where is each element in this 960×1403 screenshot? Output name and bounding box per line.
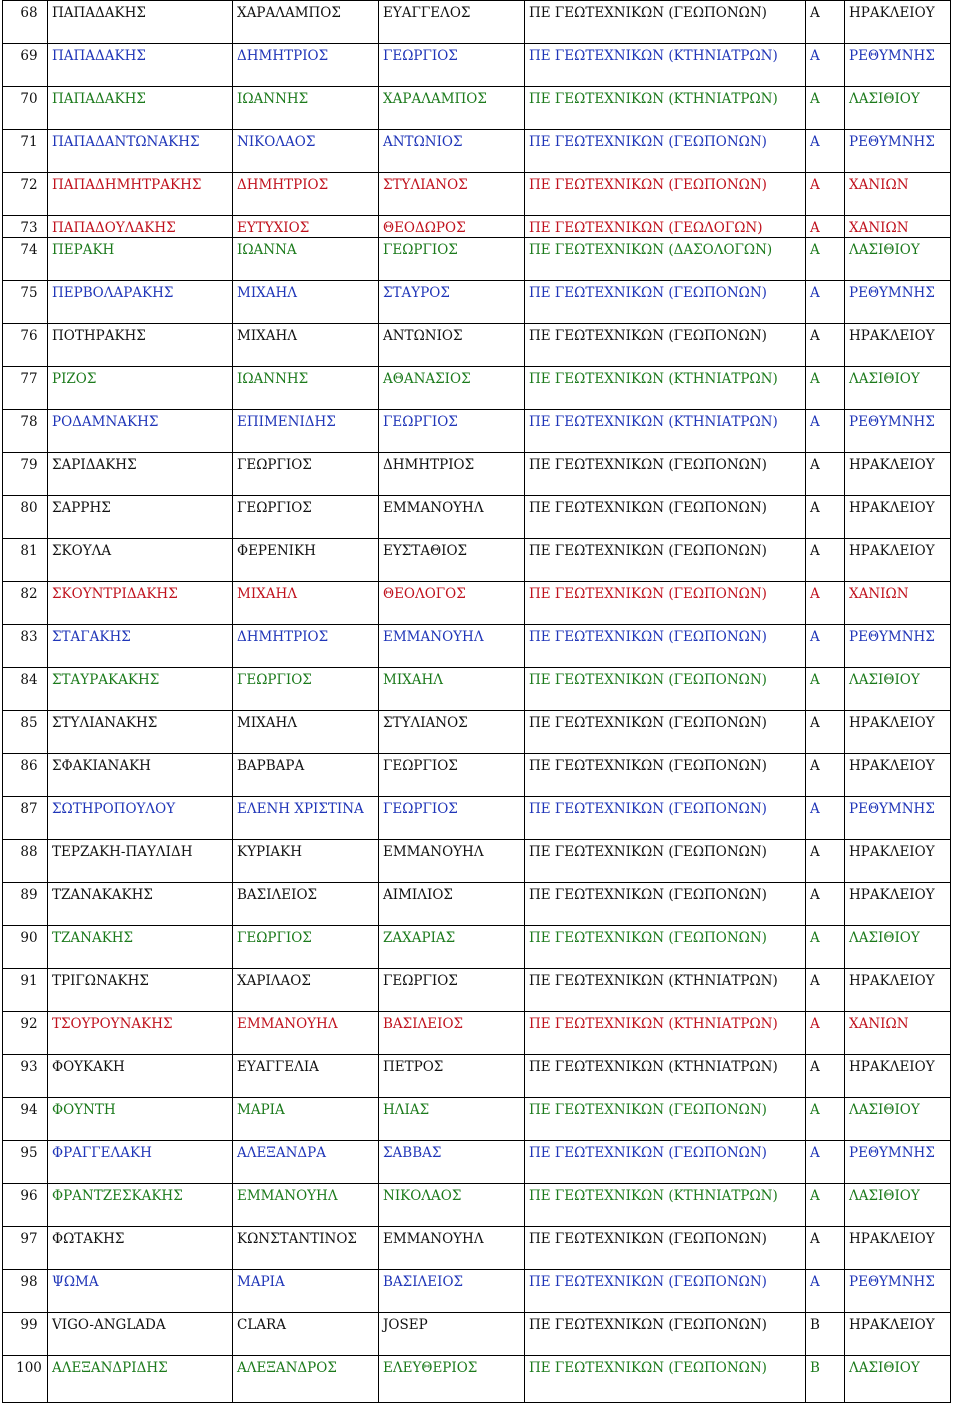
row-number-cell — [3, 539, 48, 582]
table-row — [3, 238, 951, 281]
row-number-cell — [3, 281, 48, 324]
first-name-cell: ΓΕΩΡΓΙΟΣ — [233, 496, 379, 539]
table-row — [3, 969, 951, 1012]
region-cell: ΗΡΑΚΛΕΙΟΥ — [845, 840, 951, 883]
surname-cell: ΠΑΠΑΔΗΜΗΤΡΑΚΗΣ — [48, 173, 233, 216]
row-number: 79 — [20, 457, 38, 473]
surname-cell: ΦΟΥΝΤΗ — [48, 1098, 233, 1141]
row-number-cell — [3, 582, 48, 625]
region-cell: ΛΑΣΙΘΙΟΥ — [845, 1356, 951, 1403]
row-number-cell — [3, 238, 48, 281]
row-number-cell — [3, 754, 48, 797]
row-number-cell — [3, 1227, 48, 1270]
first-name-cell: ΜΑΡΙΑ — [233, 1098, 379, 1141]
table-row — [3, 840, 951, 883]
specialty-cell: ΠΕ ΓΕΩΤΕΧΝΙΚΩΝ (ΔΑΣΟΛΟΓΩΝ) — [525, 238, 806, 281]
row-number: 85 — [20, 715, 38, 731]
table-row — [3, 410, 951, 453]
table-row — [3, 130, 951, 173]
table-row — [3, 1098, 951, 1141]
specialty-cell: ΠΕ ΓΕΩΤΕΧΝΙΚΩΝ (ΓΕΩΠΟΝΩΝ) — [525, 668, 806, 711]
surname-cell: ΠΟΤΗΡΑΚΗΣ — [48, 324, 233, 367]
row-number-cell — [3, 1055, 48, 1098]
row-number: 78 — [20, 414, 38, 430]
table-row — [3, 496, 951, 539]
category-cell: Α — [806, 797, 845, 840]
category-cell: Α — [806, 1098, 845, 1141]
region-cell: ΡΕΘΥΜΝΗΣ — [845, 410, 951, 453]
results-table — [2, 0, 951, 1403]
father-name-cell: ΓΕΩΡΓΙΟΣ — [379, 754, 525, 797]
surname-cell: ΡΙΖΟΣ — [48, 367, 233, 410]
table-row — [3, 797, 951, 840]
father-name-cell: ΣΑΒΒΑΣ — [379, 1141, 525, 1184]
category-cell: Α — [806, 1012, 845, 1055]
father-name-cell: ΕΜΜΑΝΟΥΗΛ — [379, 840, 525, 883]
row-number-cell — [3, 87, 48, 130]
row-number: 83 — [20, 629, 38, 645]
father-name-cell: ΕΛΕΥΘΕΡΙΟΣ — [379, 1356, 525, 1403]
specialty-cell: ΠΕ ΓΕΩΤΕΧΝΙΚΩΝ (ΚΤΗΝΙΑΤΡΩΝ) — [525, 1184, 806, 1227]
father-name-cell: ΘΕΟΛΟΓΟΣ — [379, 582, 525, 625]
region-cell: ΧΑΝΙΩΝ — [845, 216, 951, 238]
first-name-cell: ΧΑΡΑΛΑΜΠΟΣ — [233, 1, 379, 44]
region-cell: ΧΑΝΙΩΝ — [845, 1012, 951, 1055]
row-number-cell — [3, 1270, 48, 1313]
row-number: 96 — [20, 1188, 38, 1204]
first-name-cell: ΑΛΕΞΑΝΔΡΑ — [233, 1141, 379, 1184]
category-cell: Α — [806, 496, 845, 539]
surname-cell: ΨΩΜΑ — [48, 1270, 233, 1313]
row-number-cell — [3, 453, 48, 496]
row-number: 68 — [20, 5, 38, 21]
row-number: 75 — [20, 285, 38, 301]
specialty-cell: ΠΕ ΓΕΩΤΕΧΝΙΚΩΝ (ΓΕΩΠΟΝΩΝ) — [525, 130, 806, 173]
region-cell: ΛΑΣΙΘΙΟΥ — [845, 367, 951, 410]
category-cell: Α — [806, 883, 845, 926]
region-cell: ΛΑΣΙΘΙΟΥ — [845, 1184, 951, 1227]
region-cell: ΗΡΑΚΛΕΙΟΥ — [845, 539, 951, 582]
region-cell: ΛΑΣΙΘΙΟΥ — [845, 668, 951, 711]
surname-cell: ΣΤΑΥΡΑΚΑΚΗΣ — [48, 668, 233, 711]
region-cell: ΡΕΘΥΜΝΗΣ — [845, 281, 951, 324]
row-number-cell — [3, 1184, 48, 1227]
table-row — [3, 1356, 951, 1403]
table-row — [3, 539, 951, 582]
first-name-cell: ΓΕΩΡΓΙΟΣ — [233, 668, 379, 711]
father-name-cell: ΝΙΚΟΛΑΟΣ — [379, 1184, 525, 1227]
region-cell: ΗΡΑΚΛΕΙΟΥ — [845, 1313, 951, 1356]
category-cell: Α — [806, 840, 845, 883]
surname-cell: ΠΕΡΒΟΛΑΡΑΚΗΣ — [48, 281, 233, 324]
father-name-cell: ΓΕΩΡΓΙΟΣ — [379, 410, 525, 453]
table-row — [3, 926, 951, 969]
specialty-cell: ΠΕ ΓΕΩΤΕΧΝΙΚΩΝ (ΚΤΗΝΙΑΤΡΩΝ) — [525, 87, 806, 130]
row-number: 87 — [20, 801, 38, 817]
first-name-cell: ΚΥΡΙΑΚΗ — [233, 840, 379, 883]
first-name-cell: ΧΑΡΙΛΑΟΣ — [233, 969, 379, 1012]
table-row — [3, 1012, 951, 1055]
row-number: 99 — [20, 1317, 38, 1333]
specialty-cell: ΠΕ ΓΕΩΤΕΧΝΙΚΩΝ (ΓΕΩΠΟΝΩΝ) — [525, 926, 806, 969]
category-cell: Α — [806, 754, 845, 797]
father-name-cell: ΒΑΣΙΛΕΙΟΣ — [379, 1012, 525, 1055]
row-number: 74 — [20, 242, 38, 258]
row-number: 70 — [20, 91, 38, 107]
specialty-cell: ΠΕ ΓΕΩΤΕΧΝΙΚΩΝ (ΚΤΗΝΙΑΤΡΩΝ) — [525, 1055, 806, 1098]
father-name-cell: ΔΗΜΗΤΡΙΟΣ — [379, 453, 525, 496]
row-number-cell — [3, 625, 48, 668]
table-row — [3, 668, 951, 711]
category-cell: Α — [806, 44, 845, 87]
father-name-cell: ΕΥΣΤΑΘΙΟΣ — [379, 539, 525, 582]
surname-cell: ΠΑΠΑΔΑΝΤΩΝΑΚΗΣ — [48, 130, 233, 173]
row-number-cell — [3, 1313, 48, 1356]
row-number: 100 — [16, 1360, 42, 1376]
first-name-cell: ΚΩΝΣΤΑΝΤΙΝΟΣ — [233, 1227, 379, 1270]
father-name-cell: ΘΕΟΔΩΡΟΣ — [379, 216, 525, 238]
specialty-cell: ΠΕ ΓΕΩΤΕΧΝΙΚΩΝ (ΓΕΩΠΟΝΩΝ) — [525, 582, 806, 625]
first-name-cell: ΕΛΕΝΗ ΧΡΙΣΤΙΝΑ — [233, 797, 379, 840]
region-cell: ΡΕΘΥΜΝΗΣ — [845, 130, 951, 173]
category-cell: Α — [806, 625, 845, 668]
table-row — [3, 883, 951, 926]
category-cell: Α — [806, 1, 845, 44]
first-name-cell: ΜΑΡΙΑ — [233, 1270, 379, 1313]
specialty-cell: ΠΕ ΓΕΩΤΕΧΝΙΚΩΝ (ΚΤΗΝΙΑΤΡΩΝ) — [525, 969, 806, 1012]
row-number-cell — [3, 410, 48, 453]
surname-cell: ΣΑΡΡΗΣ — [48, 496, 233, 539]
region-cell: ΗΡΑΚΛΕΙΟΥ — [845, 754, 951, 797]
row-number: 81 — [20, 543, 38, 559]
row-number-cell — [3, 883, 48, 926]
region-cell: ΧΑΝΙΩΝ — [845, 582, 951, 625]
row-number: 80 — [20, 500, 38, 516]
specialty-cell: ΠΕ ΓΕΩΤΕΧΝΙΚΩΝ (ΓΕΩΠΟΝΩΝ) — [525, 496, 806, 539]
row-number-cell — [3, 216, 48, 238]
row-number-cell — [3, 1141, 48, 1184]
category-cell: Α — [806, 1270, 845, 1313]
category-cell: Α — [806, 539, 845, 582]
region-cell: ΡΕΘΥΜΝΗΣ — [845, 1270, 951, 1313]
first-name-cell: ΜΙΧΑΗΛ — [233, 324, 379, 367]
table-row — [3, 1313, 951, 1356]
row-number-cell — [3, 1012, 48, 1055]
surname-cell: ΤΕΡΖΑΚΗ-ΠΑΥΛΙΔΗ — [48, 840, 233, 883]
father-name-cell: ΣΤΥΛΙΑΝΟΣ — [379, 173, 525, 216]
specialty-cell: ΠΕ ΓΕΩΤΕΧΝΙΚΩΝ (ΓΕΩΠΟΝΩΝ) — [525, 453, 806, 496]
first-name-cell: ΕΥΤΥΧΙΟΣ — [233, 216, 379, 238]
region-cell: ΗΡΑΚΛΕΙΟΥ — [845, 969, 951, 1012]
specialty-cell: ΠΕ ΓΕΩΤΕΧΝΙΚΩΝ (ΓΕΩΠΟΝΩΝ) — [525, 324, 806, 367]
father-name-cell: ΖΑΧΑΡΙΑΣ — [379, 926, 525, 969]
father-name-cell: ΓΕΩΡΓΙΟΣ — [379, 797, 525, 840]
father-name-cell: ΑΙΜΙΛΙΟΣ — [379, 883, 525, 926]
surname-cell: VIGO-ANGLADA — [48, 1313, 233, 1356]
surname-cell: ΤΖΑΝΑΚΑΚΗΣ — [48, 883, 233, 926]
surname-cell: ΣΚΟΥΛΑ — [48, 539, 233, 582]
region-cell: ΛΑΣΙΘΙΟΥ — [845, 926, 951, 969]
first-name-cell: ΓΕΩΡΓΙΟΣ — [233, 926, 379, 969]
surname-cell: ΠΑΠΑΔΑΚΗΣ — [48, 1, 233, 44]
surname-cell: ΣΚΟΥΝΤΡΙΔΑΚΗΣ — [48, 582, 233, 625]
category-cell: Α — [806, 668, 845, 711]
father-name-cell: ΧΑΡΑΛΑΜΠΟΣ — [379, 87, 525, 130]
category-cell: Α — [806, 1055, 845, 1098]
specialty-cell: ΠΕ ΓΕΩΤΕΧΝΙΚΩΝ (ΓΕΩΠΟΝΩΝ) — [525, 173, 806, 216]
region-cell: ΡΕΘΥΜΝΗΣ — [845, 797, 951, 840]
first-name-cell: ΙΩΑΝΝΗΣ — [233, 87, 379, 130]
category-cell: Α — [806, 1227, 845, 1270]
row-number: 76 — [20, 328, 38, 344]
table-row — [3, 711, 951, 754]
row-number-cell — [3, 711, 48, 754]
table-row — [3, 216, 951, 238]
row-number-cell — [3, 797, 48, 840]
row-number: 92 — [20, 1016, 38, 1032]
surname-cell: ΤΣΟΥΡΟΥΝΑΚΗΣ — [48, 1012, 233, 1055]
father-name-cell: ΕΜΜΑΝΟΥΗΛ — [379, 625, 525, 668]
specialty-cell: ΠΕ ΓΕΩΤΕΧΝΙΚΩΝ (ΓΕΩΠΟΝΩΝ) — [525, 1356, 806, 1403]
row-number: 71 — [20, 134, 38, 150]
category-cell: Α — [806, 216, 845, 238]
first-name-cell: ΝΙΚΟΛΑΟΣ — [233, 130, 379, 173]
surname-cell: ΣΦΑΚΙΑΝΑΚΗ — [48, 754, 233, 797]
region-cell: ΛΑΣΙΘΙΟΥ — [845, 238, 951, 281]
surname-cell: ΦΡΑΓΓΕΛΑΚΗ — [48, 1141, 233, 1184]
surname-cell: ΤΡΙΓΩΝΑΚΗΣ — [48, 969, 233, 1012]
row-number: 69 — [20, 48, 38, 64]
row-number-cell — [3, 44, 48, 87]
region-cell: ΡΕΘΥΜΝΗΣ — [845, 625, 951, 668]
specialty-cell: ΠΕ ΓΕΩΤΕΧΝΙΚΩΝ (ΓΕΩΠΟΝΩΝ) — [525, 754, 806, 797]
table-row — [3, 1270, 951, 1313]
table-row — [3, 754, 951, 797]
region-cell: ΗΡΑΚΛΕΙΟΥ — [845, 883, 951, 926]
first-name-cell: ΜΙΧΑΗΛ — [233, 281, 379, 324]
category-cell: Β — [806, 1356, 845, 1403]
region-cell: ΛΑΣΙΘΙΟΥ — [845, 87, 951, 130]
first-name-cell: ΜΙΧΑΗΛ — [233, 711, 379, 754]
first-name-cell: ΔΗΜΗΤΡΙΟΣ — [233, 44, 379, 87]
row-number: 72 — [20, 177, 38, 193]
category-cell: Β — [806, 1313, 845, 1356]
region-cell: ΡΕΘΥΜΝΗΣ — [845, 44, 951, 87]
specialty-cell: ΠΕ ΓΕΩΤΕΧΝΙΚΩΝ (ΚΤΗΝΙΑΤΡΩΝ) — [525, 410, 806, 453]
category-cell: Α — [806, 87, 845, 130]
first-name-cell: ΒΑΣΙΛΕΙΟΣ — [233, 883, 379, 926]
specialty-cell: ΠΕ ΓΕΩΤΕΧΝΙΚΩΝ (ΓΕΩΠΟΝΩΝ) — [525, 1141, 806, 1184]
row-number: 97 — [20, 1231, 38, 1247]
row-number: 84 — [20, 672, 38, 688]
row-number: 94 — [20, 1102, 38, 1118]
father-name-cell: ΑΝΤΩΝΙΟΣ — [379, 130, 525, 173]
row-number: 91 — [20, 973, 38, 989]
specialty-cell: ΠΕ ΓΕΩΤΕΧΝΙΚΩΝ (ΓΕΩΠΟΝΩΝ) — [525, 883, 806, 926]
row-number: 98 — [20, 1274, 38, 1290]
category-cell: Α — [806, 173, 845, 216]
table-row — [3, 324, 951, 367]
surname-cell: ΦΟΥΚΑΚΗ — [48, 1055, 233, 1098]
first-name-cell: ΑΛΕΞΑΝΔΡΟΣ — [233, 1356, 379, 1403]
results-table-body — [3, 1, 951, 1403]
row-number-cell — [3, 1356, 48, 1403]
region-cell: ΡΕΘΥΜΝΗΣ — [845, 1141, 951, 1184]
table-row — [3, 1184, 951, 1227]
category-cell: Α — [806, 238, 845, 281]
father-name-cell: ΜΙΧΑΗΛ — [379, 668, 525, 711]
table-row — [3, 87, 951, 130]
row-number: 93 — [20, 1059, 38, 1075]
father-name-cell: JOSEP — [379, 1313, 525, 1356]
table-row — [3, 173, 951, 216]
table-row — [3, 367, 951, 410]
father-name-cell: ΓΕΩΡΓΙΟΣ — [379, 238, 525, 281]
father-name-cell: ΠΕΤΡΟΣ — [379, 1055, 525, 1098]
table-row — [3, 44, 951, 87]
father-name-cell: ΕΥΑΓΓΕΛΟΣ — [379, 1, 525, 44]
table-row — [3, 1, 951, 44]
row-number-cell — [3, 969, 48, 1012]
specialty-cell: ΠΕ ΓΕΩΤΕΧΝΙΚΩΝ (ΓΕΩΠΟΝΩΝ) — [525, 840, 806, 883]
category-cell: Α — [806, 410, 845, 453]
first-name-cell: CLARA — [233, 1313, 379, 1356]
region-cell: ΗΡΑΚΛΕΙΟΥ — [845, 453, 951, 496]
first-name-cell: ΜΙΧΑΗΛ — [233, 582, 379, 625]
surname-cell: ΠΕΡΑΚΗ — [48, 238, 233, 281]
region-cell: ΗΡΑΚΛΕΙΟΥ — [845, 324, 951, 367]
surname-cell: ΡΟΔΑΜΝΑΚΗΣ — [48, 410, 233, 453]
father-name-cell: ΣΤΑΥΡΟΣ — [379, 281, 525, 324]
father-name-cell: ΕΜΜΑΝΟΥΗΛ — [379, 1227, 525, 1270]
specialty-cell: ΠΕ ΓΕΩΤΕΧΝΙΚΩΝ (ΚΤΗΝΙΑΤΡΩΝ) — [525, 1012, 806, 1055]
father-name-cell: ΓΕΩΡΓΙΟΣ — [379, 969, 525, 1012]
specialty-cell: ΠΕ ΓΕΩΤΕΧΝΙΚΩΝ (ΓΕΩΠΟΝΩΝ) — [525, 1313, 806, 1356]
first-name-cell: ΓΕΩΡΓΙΟΣ — [233, 453, 379, 496]
row-number: 82 — [20, 586, 38, 602]
table-row — [3, 1227, 951, 1270]
first-name-cell: ΒΑΡΒΑΡΑ — [233, 754, 379, 797]
table-row — [3, 453, 951, 496]
row-number: 89 — [20, 887, 38, 903]
category-cell: Α — [806, 453, 845, 496]
first-name-cell: ΙΩΑΝΝΗΣ — [233, 367, 379, 410]
row-number: 95 — [20, 1145, 38, 1161]
specialty-cell: ΠΕ ΓΕΩΤΕΧΝΙΚΩΝ (ΓΕΩΠΟΝΩΝ) — [525, 711, 806, 754]
category-cell: Α — [806, 711, 845, 754]
row-number-cell — [3, 926, 48, 969]
father-name-cell: ΣΤΥΛΙΑΝΟΣ — [379, 711, 525, 754]
specialty-cell: ΠΕ ΓΕΩΤΕΧΝΙΚΩΝ (ΚΤΗΝΙΑΤΡΩΝ) — [525, 367, 806, 410]
specialty-cell: ΠΕ ΓΕΩΤΕΧΝΙΚΩΝ (ΓΕΩΠΟΝΩΝ) — [525, 281, 806, 324]
specialty-cell: ΠΕ ΓΕΩΤΕΧΝΙΚΩΝ (ΓΕΩΠΟΝΩΝ) — [525, 1, 806, 44]
surname-cell: ΠΑΠΑΔΑΚΗΣ — [48, 87, 233, 130]
row-number: 86 — [20, 758, 38, 774]
row-number-cell — [3, 1098, 48, 1141]
specialty-cell: ΠΕ ΓΕΩΤΕΧΝΙΚΩΝ (ΓΕΩΛΟΓΩΝ) — [525, 216, 806, 238]
father-name-cell: ΑΝΤΩΝΙΟΣ — [379, 324, 525, 367]
specialty-cell: ΠΕ ΓΕΩΤΕΧΝΙΚΩΝ (ΓΕΩΠΟΝΩΝ) — [525, 1227, 806, 1270]
first-name-cell: ΕΠΙΜΕΝΙΔΗΣ — [233, 410, 379, 453]
category-cell: Α — [806, 969, 845, 1012]
region-cell: ΗΡΑΚΛΕΙΟΥ — [845, 711, 951, 754]
surname-cell: ΤΖΑΝΑΚΗΣ — [48, 926, 233, 969]
father-name-cell: ΗΛΙΑΣ — [379, 1098, 525, 1141]
father-name-cell: ΒΑΣΙΛΕΙΟΣ — [379, 1270, 525, 1313]
table-row — [3, 582, 951, 625]
category-cell: Α — [806, 582, 845, 625]
first-name-cell: ΔΗΜΗΤΡΙΟΣ — [233, 173, 379, 216]
specialty-cell: ΠΕ ΓΕΩΤΕΧΝΙΚΩΝ (ΓΕΩΠΟΝΩΝ) — [525, 539, 806, 582]
category-cell: Α — [806, 367, 845, 410]
category-cell: Α — [806, 281, 845, 324]
surname-cell: ΦΡΑΝΤΖΕΣΚΑΚΗΣ — [48, 1184, 233, 1227]
table-row — [3, 1055, 951, 1098]
row-number: 73 — [20, 220, 38, 236]
row-number: 77 — [20, 371, 38, 387]
surname-cell: ΦΩΤΑΚΗΣ — [48, 1227, 233, 1270]
father-name-cell: ΕΜΜΑΝΟΥΗΛ — [379, 496, 525, 539]
father-name-cell: ΓΕΩΡΓΙΟΣ — [379, 44, 525, 87]
surname-cell: ΣΑΡΙΔΑΚΗΣ — [48, 453, 233, 496]
row-number-cell — [3, 840, 48, 883]
surname-cell: ΠΑΠΑΔΑΚΗΣ — [48, 44, 233, 87]
specialty-cell: ΠΕ ΓΕΩΤΕΧΝΙΚΩΝ (ΓΕΩΠΟΝΩΝ) — [525, 797, 806, 840]
category-cell: Α — [806, 1141, 845, 1184]
first-name-cell: ΦΕΡΕΝΙΚΗ — [233, 539, 379, 582]
first-name-cell: ΔΗΜΗΤΡΙΟΣ — [233, 625, 379, 668]
specialty-cell: ΠΕ ΓΕΩΤΕΧΝΙΚΩΝ (ΓΕΩΠΟΝΩΝ) — [525, 1270, 806, 1313]
row-number-cell — [3, 1, 48, 44]
surname-cell: ΣΩΤΗΡΟΠΟΥΛΟΥ — [48, 797, 233, 840]
row-number-cell — [3, 130, 48, 173]
region-cell: ΗΡΑΚΛΕΙΟΥ — [845, 1227, 951, 1270]
region-cell: ΗΡΑΚΛΕΙΟΥ — [845, 496, 951, 539]
row-number-cell — [3, 173, 48, 216]
row-number: 90 — [20, 930, 38, 946]
row-number-cell — [3, 668, 48, 711]
first-name-cell: ΕΜΜΑΝΟΥΗΛ — [233, 1184, 379, 1227]
category-cell: Α — [806, 130, 845, 173]
first-name-cell: ΕΥΑΓΓΕΛΙΑ — [233, 1055, 379, 1098]
region-cell: ΛΑΣΙΘΙΟΥ — [845, 1098, 951, 1141]
first-name-cell: ΕΜΜΑΝΟΥΗΛ — [233, 1012, 379, 1055]
surname-cell: ΠΑΠΑΔΟΥΛΑΚΗΣ — [48, 216, 233, 238]
first-name-cell: ΙΩΑΝΝΑ — [233, 238, 379, 281]
row-number-cell — [3, 496, 48, 539]
region-cell: ΗΡΑΚΛΕΙΟΥ — [845, 1055, 951, 1098]
surname-cell: ΣΤΑΓΑΚΗΣ — [48, 625, 233, 668]
table-row — [3, 1141, 951, 1184]
surname-cell: ΑΛΕΞΑΝΔΡΙΔΗΣ — [48, 1356, 233, 1403]
row-number-cell — [3, 324, 48, 367]
category-cell: Α — [806, 926, 845, 969]
table-row — [3, 281, 951, 324]
father-name-cell: ΑΘΑΝΑΣΙΟΣ — [379, 367, 525, 410]
specialty-cell: ΠΕ ΓΕΩΤΕΧΝΙΚΩΝ (ΓΕΩΠΟΝΩΝ) — [525, 625, 806, 668]
specialty-cell: ΠΕ ΓΕΩΤΕΧΝΙΚΩΝ (ΓΕΩΠΟΝΩΝ) — [525, 1098, 806, 1141]
row-number-cell — [3, 367, 48, 410]
specialty-cell: ΠΕ ΓΕΩΤΕΧΝΙΚΩΝ (ΚΤΗΝΙΑΤΡΩΝ) — [525, 44, 806, 87]
region-cell: ΗΡΑΚΛΕΙΟΥ — [845, 1, 951, 44]
category-cell: Α — [806, 324, 845, 367]
table-row — [3, 625, 951, 668]
surname-cell: ΣΤΥΛΙΑΝΑΚΗΣ — [48, 711, 233, 754]
row-number: 88 — [20, 844, 38, 860]
region-cell: ΧΑΝΙΩΝ — [845, 173, 951, 216]
category-cell: Α — [806, 1184, 845, 1227]
